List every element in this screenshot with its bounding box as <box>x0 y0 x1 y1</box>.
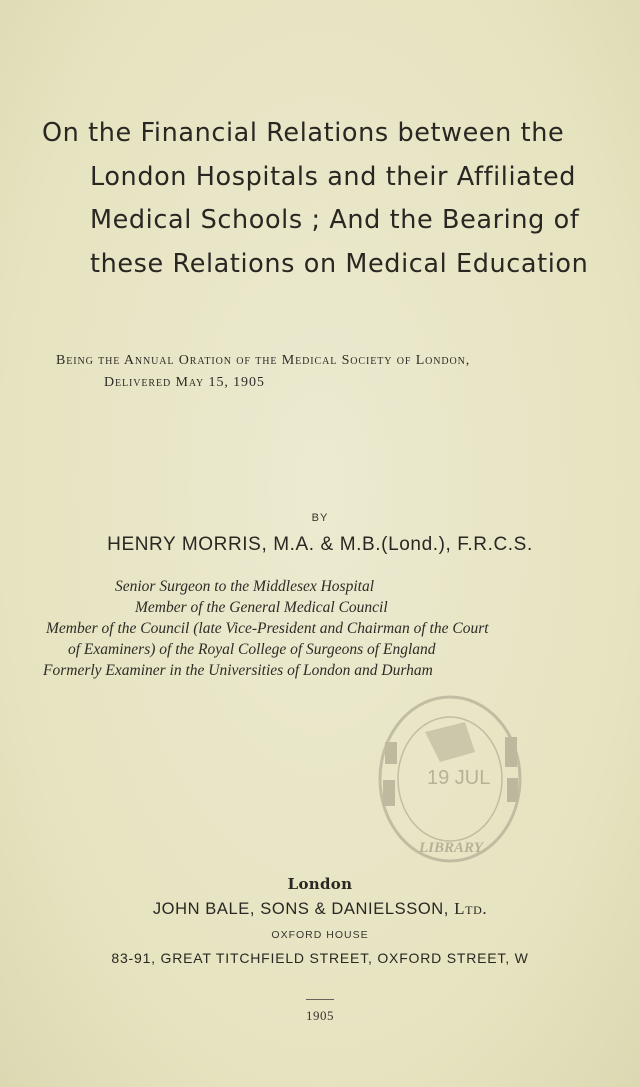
title-line: On the Financial Relations between the <box>42 118 565 148</box>
publication-year: 1905 <box>306 1008 334 1023</box>
stamp-bottom-text: LIBRARY <box>419 840 483 856</box>
imprint-city: London <box>287 875 353 893</box>
credential-line: Senior Surgeon to the Middlesex Hospital <box>115 578 375 595</box>
author-name: HENRY MORRIS, M.A. & M.B.(Lond.), F.R.C.S. <box>107 534 533 555</box>
divider <box>306 999 334 1000</box>
by-label: BY <box>311 512 329 524</box>
publisher-house: OXFORD HOUSE <box>271 929 369 941</box>
publisher-address: 83-91, GREAT TITCHFIELD STREET, OXFORD STREET, W <box>111 950 529 966</box>
credential-line: Formerly Examiner in the Universities of London and Durham <box>43 662 433 679</box>
credential-line: of Examiners) of the Royal College of Surgeons of England <box>68 641 436 658</box>
publisher-name <box>0 899 640 919</box>
credential-line: Member of the General Medical Council <box>135 599 388 616</box>
title-line: these Relations on Medical Education <box>90 248 589 279</box>
book-title <box>42 112 622 286</box>
publisher-suffix: Ltd. <box>454 899 488 918</box>
title-line: Medical Schools ; And the Bearing of <box>90 205 580 235</box>
publisher-text: JOHN BALE, SONS & DANIELSSON, <box>152 900 449 918</box>
stamp-date: 19 JUL <box>427 767 491 789</box>
subtitle-line: Being the Annual Oration of the Medical Society of London, <box>56 353 471 368</box>
author-credentials <box>0 576 640 681</box>
oration-subtitle <box>56 350 616 394</box>
title-line: London Hospitals and their Affiliated <box>90 161 577 192</box>
subtitle-line: Delivered May 15, 1905 <box>104 375 265 390</box>
library-stamp <box>365 682 535 872</box>
credential-line: Member of the Council (late Vice-President and Chairman of the Court <box>46 620 489 637</box>
